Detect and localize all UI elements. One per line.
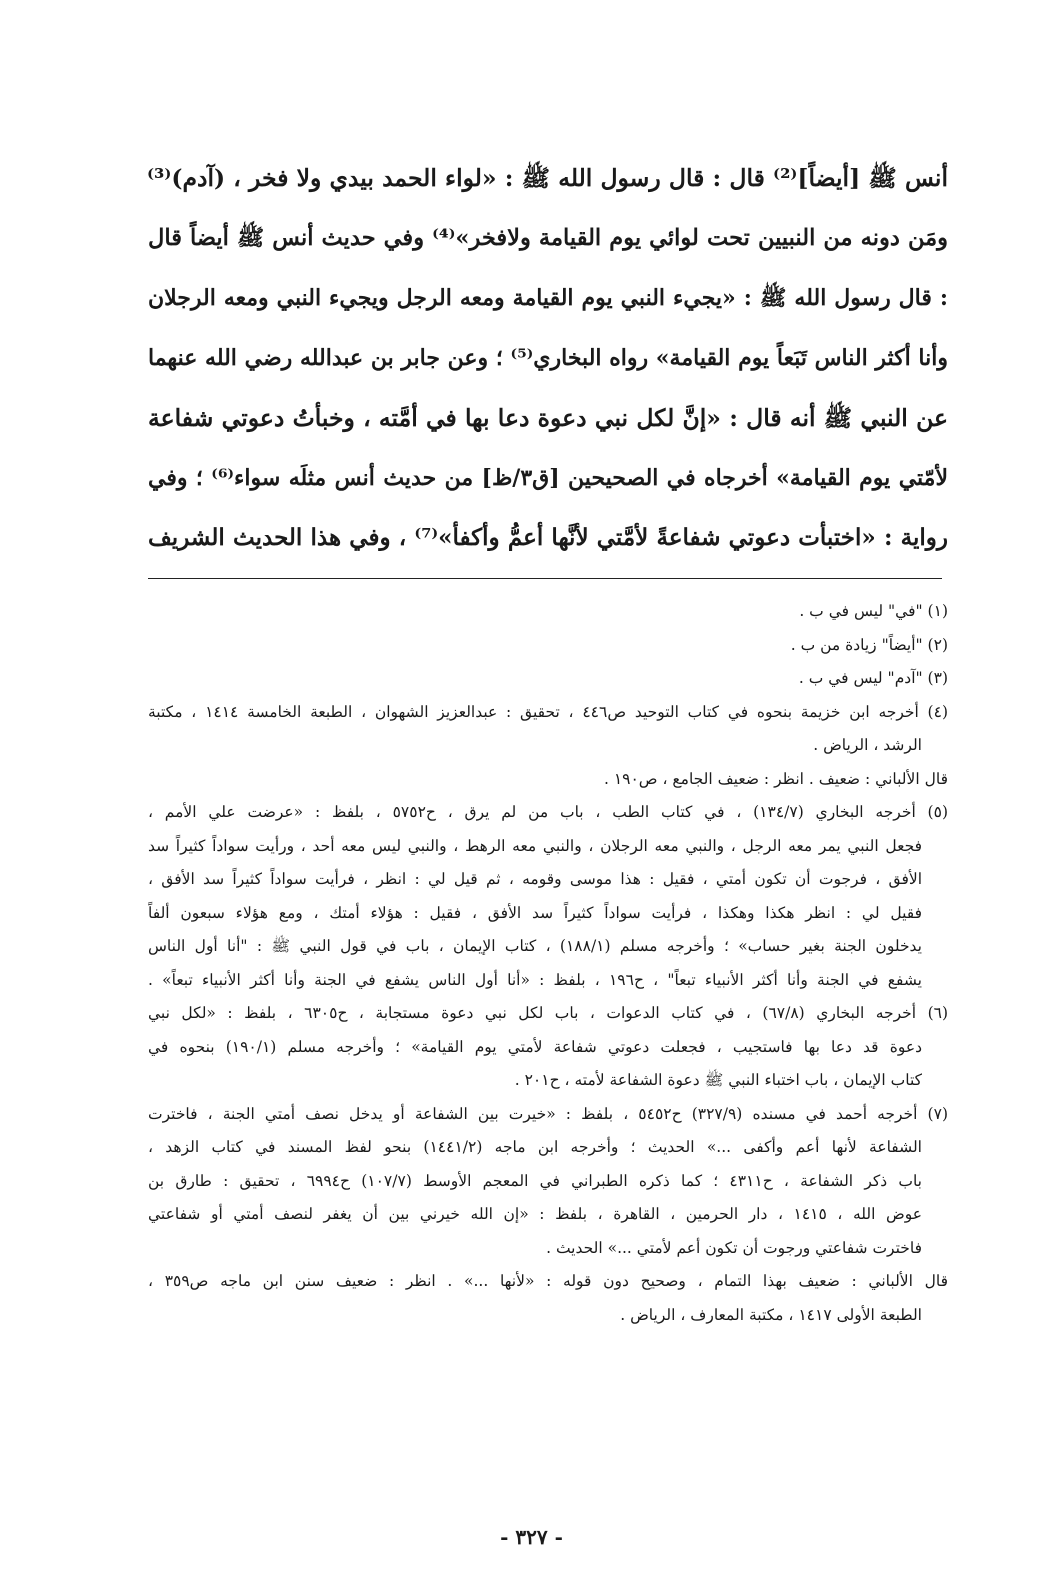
page-number: - ٣٢٧ - bbox=[500, 1525, 563, 1549]
footnote-line: فجعل النبي يمر معه الرجل ، والنبي معه الرجلان ، والنبي معه الرهط ، والنبي ليس معه أحد ، ورأيت سواداً كثيراً سد bbox=[148, 836, 922, 855]
footnote-line: قال الألباني : ضعيف بهذا التمام ، وصحيح دون قوله : «لأنها ...» . انظر : ضعيف سنن ابن ماجه ص٣٥٩ ، bbox=[148, 1272, 948, 1290]
main-text-line: وأنا أكثر الناس تَبَعاً يوم القيامة» رواه البخاري⁽⁵⁾ ؛ وعن جابر بن عبدالله رضي الله عنهما bbox=[148, 345, 948, 371]
footnote-line: فاخترت شفاعتي ورجوت أن تكون أعم لأمتي ...» الحديث . bbox=[546, 1238, 922, 1257]
main-text-line: عن النبي ﷺ أنه قال : «إنَّ لكل نبي دعوة دعا بها في أمَّته ، وخبأتُ دعوتي شفاعة bbox=[148, 404, 948, 432]
footnote-line: يشفع في الجنة وأنا أكثر الأنبياء تبعاً" ، ح١٩٦ ، بلفظ : «أنا أول الناس يشفع في الجنة وأنا أكثر الأنبياء تبعاً» . bbox=[148, 970, 922, 989]
main-text-block bbox=[148, 148, 948, 568]
footnote-divider bbox=[148, 578, 942, 579]
footnote-line: قال الألباني : ضعيف . انظر : ضعيف الجامع ، ص١٩٠ . bbox=[603, 769, 948, 788]
footnotes-block bbox=[148, 595, 948, 1332]
footnote-line: (٦) أخرجه البخاري (٦٧/٨) ، في كتاب الدعوات ، باب لكل نبي دعوة مستجابة ، ح٦٣٠٥ ، بلفظ : «لكل نبي bbox=[148, 1004, 948, 1022]
main-text-line: أنس ﷺ [أيضاً]⁽²⁾ قال : قال رسول الله ﷺ : «لواء الحمد بيدي ولا فخر ، (آدم)⁽³⁾ bbox=[147, 164, 948, 192]
main-text-line: رواية : «اختبأت دعوتي شفاعةً لأمَّتي لأنَّها أعمُّ وأكفأ»⁽⁷⁾ ، وفي هذا الحديث الشريف bbox=[148, 524, 949, 551]
footnote-line: كتاب الإيمان ، باب اختباء النبي ﷺ دعوة الشفاعة لأمته ، ح٢٠١ . bbox=[514, 1071, 922, 1089]
footnote-line: الطبعة الأولى ١٤١٧ ، مكتبة المعارف ، الرياض . bbox=[620, 1305, 922, 1324]
footnote-line: الشفاعة لأنها أعم وأكفى ...» الحديث ؛ وأخرجه ابن ماجه (١٤٤١/٢) بنحو لفظ المسند في كتاب الزهد ، bbox=[148, 1138, 922, 1156]
footnote-line: عوض الله ، ١٤١٥ ، دار الحرمين ، القاهرة ، بلفظ : «إن الله خيرني بين أن يغفر لنصف أمتي أو شفاعتي bbox=[148, 1205, 923, 1223]
footnote-line: (٢) "أيضاً" زيادة من ب . bbox=[790, 635, 948, 654]
footnote-line: (٧) أخرجه أحمد في مسنده (٣٢٧/٩) ح٥٤٥٢ ، بلفظ : «خيرت بين الشفاعة أو يدخل نصف أمتي الجنة ، فاخترت bbox=[148, 1104, 948, 1123]
footnote-line: الأفق ، فرجوت أن تكون أمتي ، فقيل : هذا موسى وقومه ، ثم قيل لي : انظر ، فرأيت سواداً كثيراً سد الأفق ، bbox=[148, 870, 922, 888]
main-text-line: : قال رسول الله ﷺ : «يجيء النبي يوم القيامة ومعه الرجل ويجيء النبي ومعه الرجلان bbox=[148, 285, 948, 311]
footnote-line: فقيل لي : انظر هكذا وهكذا ، فرأيت سواداً كثيراً سد الأفق ، فقيل : هؤلاء أمتك ، ومع هؤلاء سبعون ألفاً bbox=[148, 903, 922, 922]
footnote-line: (٣) "آدم" ليس في ب . bbox=[798, 669, 948, 687]
footnote-line: يدخلون الجنة بغير حساب» ؛ وأخرجه مسلم (١٨٨/١) ، كتاب الإيمان ، باب في قول النبي ﷺ : "أنا أول الناس bbox=[148, 937, 922, 955]
footnote-line: (١) "في" ليس في ب . bbox=[799, 602, 948, 620]
footnote-line: باب ذكر الشفاعة ، ح٤٣١١ ؛ كما ذكره الطبراني في المعجم الأوسط (١٠٧/٧) ح٦٩٩٤ ، تحقيق : طارق بن bbox=[148, 1171, 922, 1190]
footnote-line: (٤) أخرجه ابن خزيمة بنحوه في كتاب التوحيد ص٤٤٦ ، تحقيق : عبدالعزيز الشهوان ، الطبعة الخامسة ١٤١٤ ، مكتبة bbox=[148, 702, 948, 721]
footnote-line: (٥) أخرجه البخاري (١٣٤/٧) ، في كتاب الطب ، باب من لم يرق ، ح٥٧٥٢ ، بلفظ : «عرضت علي الأمم ، bbox=[148, 803, 948, 821]
footnote-line: دعوة قد دعا بها فاستجيب ، فجعلت دعوتي شفاعة لأمتي يوم القيامة» ؛ وأخرجه مسلم (١٩٠/١) بنحوه في bbox=[148, 1037, 922, 1056]
main-text-line: ومَن دونه من النبيين تحت لوائي يوم القيامة ولافخر»⁽⁴⁾ وفي حديث أنس ﷺ أيضاً قال bbox=[148, 225, 948, 251]
main-text-line: لأمّتي يوم القيامة» أخرجاه في الصحيحين [ق٣/ظ] من حديث أنس مثلَه سواء⁽⁶⁾ ؛ وفي bbox=[148, 465, 948, 491]
footnote-line: الرشد ، الرياض . bbox=[813, 736, 922, 754]
